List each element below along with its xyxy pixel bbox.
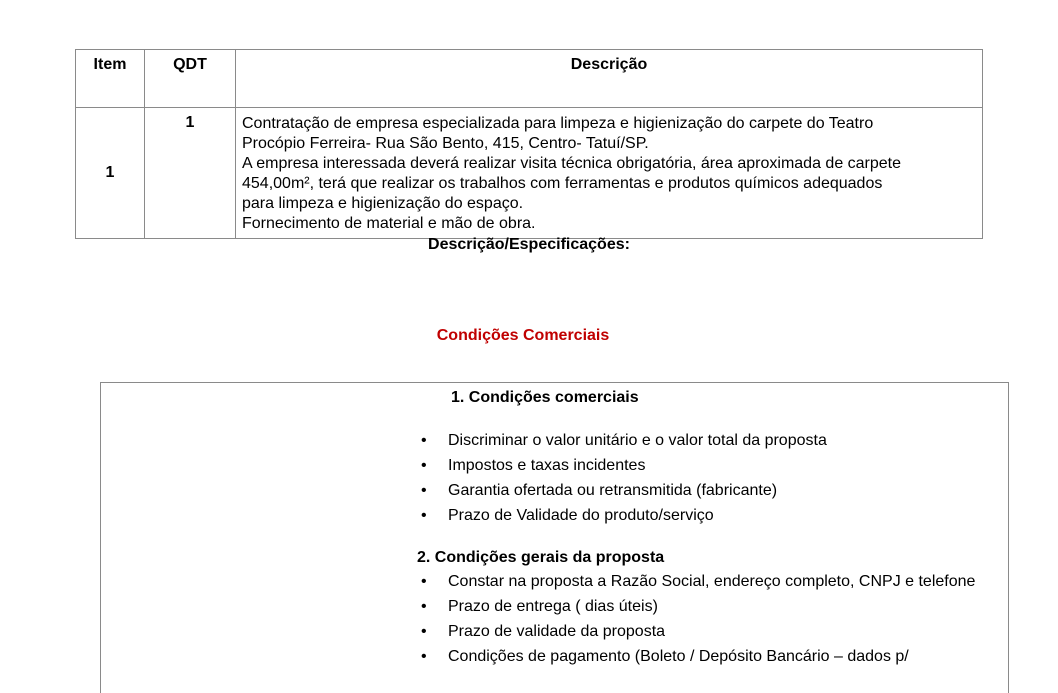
items-table xyxy=(75,49,983,239)
list-item xyxy=(416,620,976,644)
item-description xyxy=(236,108,983,239)
description-line: Procópio Ferreira- Rua São Bento, 415, Centro- Tatuí/SP. xyxy=(242,135,649,152)
section2-list xyxy=(416,570,976,670)
bullet-icon: • xyxy=(421,648,427,665)
section1-list xyxy=(416,429,827,529)
bullet-icon: • xyxy=(421,457,427,474)
header-qdt: QDT xyxy=(145,50,236,108)
description-line: Fornecimento de material e mão de obra. xyxy=(242,215,536,232)
section1-title: 1. Condições comerciais xyxy=(451,389,639,406)
list-item-text: Prazo de validade da proposta xyxy=(448,623,666,640)
list-item-text: Prazo de entrega ( dias úteis) xyxy=(448,598,658,615)
conditions-box xyxy=(100,382,1009,693)
item-number: 1 xyxy=(76,108,145,239)
list-item-text: Impostos e taxas incidentes xyxy=(448,457,646,474)
list-item xyxy=(416,479,827,503)
bullet-icon: • xyxy=(421,432,427,449)
description-line: para limpeza e higienização do espaço. xyxy=(242,195,524,212)
bullet-icon: • xyxy=(421,623,427,640)
list-item-text: Discriminar o valor unitário e o valor total da proposta xyxy=(448,432,827,449)
bullet-icon: • xyxy=(421,598,427,615)
bullet-icon: • xyxy=(421,573,427,590)
list-item-text: Garantia ofertada ou retransmitida (fabricante) xyxy=(448,482,778,499)
list-item xyxy=(416,595,976,619)
table-row xyxy=(76,108,983,239)
description-line: 454,00m², terá que realizar os trabalhos com ferramentas e produtos químicos adequados xyxy=(242,175,883,192)
list-item xyxy=(416,645,976,669)
list-item-text: Constar na proposta a Razão Social, endereço completo, CNPJ e telefone xyxy=(448,573,976,590)
section2-title: 2. Condições gerais da proposta xyxy=(417,549,665,566)
cut-off-header-text xyxy=(330,0,750,2)
commercial-conditions-heading: Condições Comerciais xyxy=(436,327,610,344)
list-item-text: Condições de pagamento (Boleto / Depósito Bancário – dados p/ xyxy=(448,648,909,665)
item-quantity: 1 xyxy=(145,108,236,239)
list-item xyxy=(416,429,827,453)
description-line: Contratação de empresa especializada para limpeza e higienização do carpete do Teatro xyxy=(242,115,874,132)
description-line: A empresa interessada deverá realizar visita técnica obrigatória, área aproximada de carpete xyxy=(242,155,902,172)
specifications-heading: Descrição/Especificações: xyxy=(428,236,630,253)
header-item: Item xyxy=(76,50,145,108)
bullet-icon: • xyxy=(421,482,427,499)
list-item xyxy=(416,454,827,478)
list-item xyxy=(416,504,827,528)
list-item xyxy=(416,570,976,594)
table-header-row xyxy=(76,50,983,108)
list-item-text: Prazo de Validade do produto/serviço xyxy=(448,507,714,524)
header-descricao: Descrição xyxy=(236,50,983,108)
bullet-icon: • xyxy=(421,507,427,524)
